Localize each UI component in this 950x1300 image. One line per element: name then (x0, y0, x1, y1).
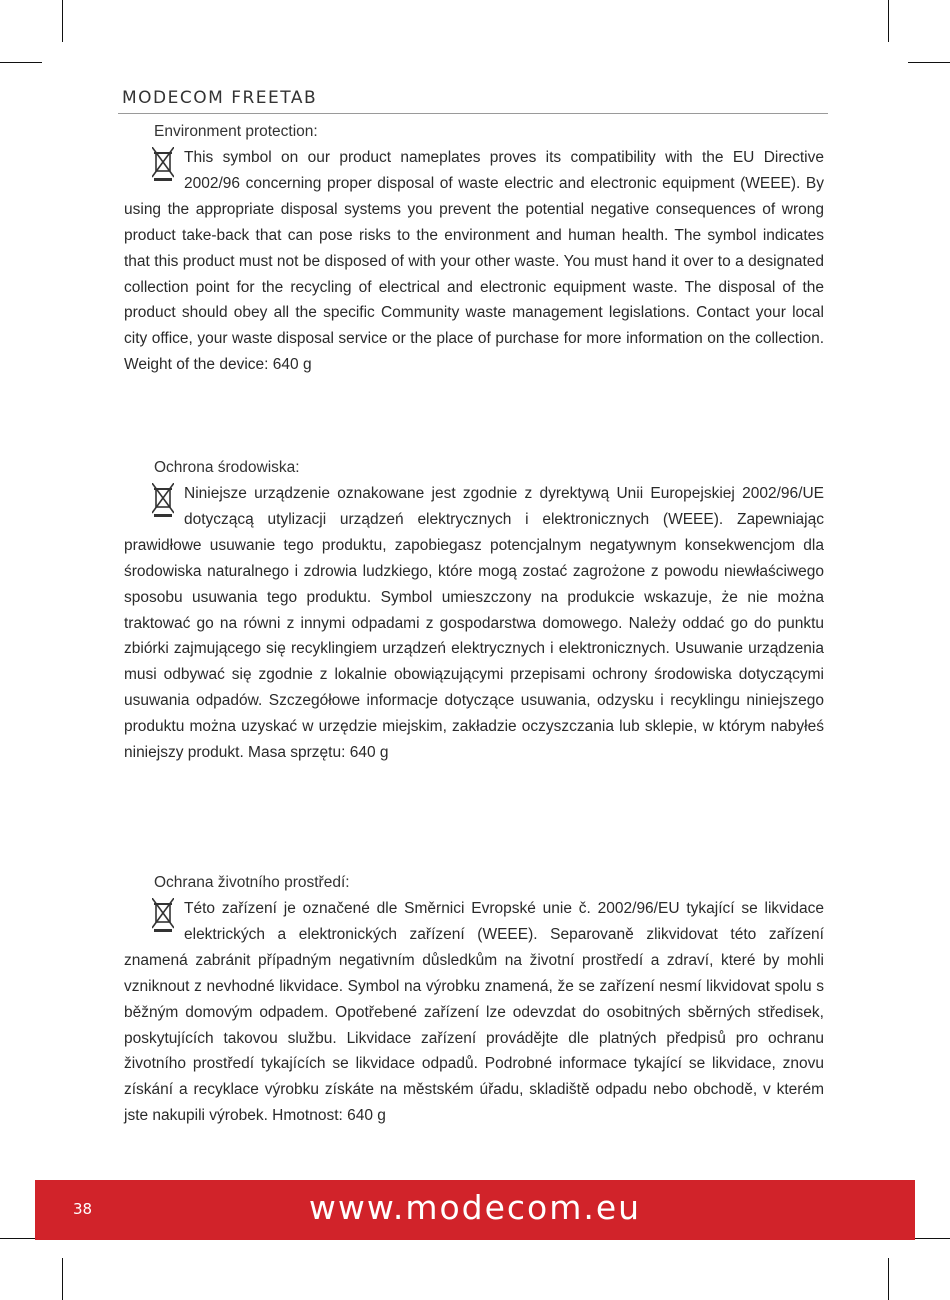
section-polish (124, 455, 824, 766)
header-title: MODECOM FREETAB (122, 88, 318, 108)
crop-mark (62, 1258, 63, 1300)
footer-bar (35, 1180, 915, 1240)
crossed-out-wheelie-bin-icon (124, 481, 184, 521)
crossed-out-wheelie-bin-icon (124, 896, 184, 936)
header-divider (118, 113, 828, 114)
section-body (124, 896, 824, 1129)
section-body-text: Této zařízení je označené dle Směrnici Evropské unie č. 2002/96/EU tykající se likvidace elektrických a elektronických zařízení (WEEE). Separovaně zlikvidovat této zařízení znamená zabránit případným negativním důsledkům na životní prostředí a zdraví, které by mohli vzniknout z nevhodné likvidace. Symbol na výrobku znamená, že se zařízení nesmí likvidovat spolu s běžným domovým odpadem. Opotřebené zařízení lze odevzdat do osobitných sběrných středisek, poskytujících takovou službu. Likvidace zařízení provádějte dle platných předpisů pro ochranu životního prostředí tykajících se likvidace odpadů. Podrobné informace tykající se likvidace, znovu získání a recyklace výrobku získáte na městském úřadu, skladiště odpadu nebo obchodě, v kterém jste nakupili výrobek. Hmotnost: 640 g (124, 900, 824, 1125)
section-body-text: This symbol on our product nameplates proves its compatibility with the EU Directive 2002/96 concerning proper disposal of waste electric and electronic equipment (WEEE). By using the appropriate disposal systems you prevent the potential negative consequences of wrong product take-back that can pose risks to the environment and human health. The symbol indicates that this product must not be disposed of with your other waste. You must hand it over to a designated collection point for the recycling of electrical and electronic equipment waste. The disposal of the product should obey all the specific Community waste management legislations. Contact your local city office, your waste disposal service or the place of purchase for more information on the collection. Weight of the device: 640 g (124, 149, 824, 374)
section-heading: Ochrona środowiska: (154, 459, 300, 476)
crop-mark (62, 0, 63, 42)
crop-mark (888, 1258, 889, 1300)
section-body (124, 481, 824, 766)
footer-url[interactable]: www.modecom.eu (308, 1188, 642, 1227)
crossed-out-wheelie-bin-icon (124, 145, 184, 185)
section-body (124, 145, 824, 378)
section-body-text: Niniejsze urządzenie oznakowane jest zgodnie z dyrektywą Unii Europejskiej 2002/96/UE dotyczącą utylizacji urządzeń elektrycznych i elektronicznych (WEEE). Zapewniając prawidłowe usuwanie tego produktu, zapobiegasz potencjalnym negatywnym konsekwencjom dla środowiska naturalnego i zdrowia ludzkiego, które mogą zostać zagrożone z powodu niewłaściwego sposobu usuwania tego produktu. Symbol umieszczony na produkcie wskazuje, że nie można traktować go na równi z innymi odpadami z gospodarstwa domowego. Należy oddać go do punktu zbiórki zajmującego się recyklingiem urządzeń elektrycznych i elektronicznych. Usuwanie urządzenia musi odbywać się zgodnie z lokalnie obowiązującymi przepisami ochrony środowiska dotyczącymi usuwania odpadów. Szczegółowe informacje dotyczące usuwania, odzysku i recyklingu niniejszego produktu można uzyskać w urzędzie miejskim, zakładzie oczyszczania lub sklepie, w którym nabyłeś niniejszy produkt. Masa sprzętu: 640 g (124, 485, 824, 762)
section-heading: Environment protection: (154, 123, 318, 140)
page-number: 38 (73, 1200, 93, 1218)
crop-mark (908, 62, 950, 63)
crop-mark (0, 62, 42, 63)
section-english (124, 119, 824, 378)
section-czech (124, 870, 824, 1129)
section-heading: Ochrana životního prostředí: (154, 874, 350, 891)
crop-mark (888, 0, 889, 42)
